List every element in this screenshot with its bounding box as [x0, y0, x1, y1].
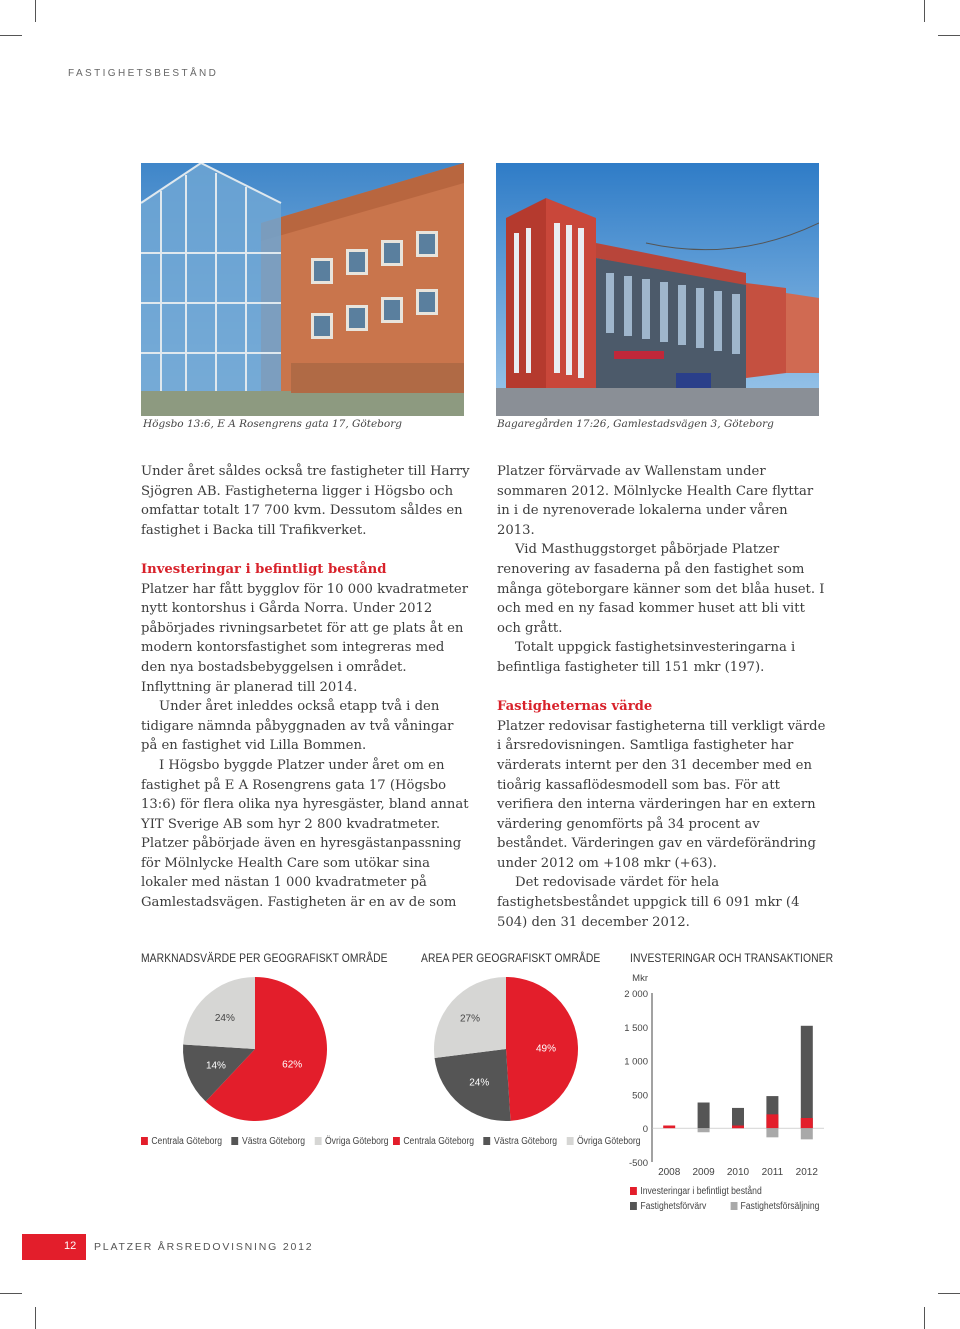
y-tick-label: 0 — [642, 1124, 648, 1136]
right-column — [497, 462, 827, 932]
section-label: FASTIGHETSBESTÅND — [68, 68, 219, 79]
y-tick-label: 500 — [632, 1090, 648, 1102]
legend-swatch-sales — [730, 1202, 737, 1210]
legend-swatch-central — [141, 1137, 148, 1145]
paragraph: Platzer har fått bygglov för 10 000 kvadratmeter nytt kontorshus i Gårda Norra. Under 2012 påbörjades rivningsarbetet för att ge plats åt en modern kontorsfastighet som integreras med den nya bostadsbebyggelsen i området. Inflyttning är planerad till 2014. — [141, 581, 469, 695]
pie-chart-market-value — [180, 974, 330, 1124]
x-tick-label: 2011 — [761, 1167, 784, 1178]
bar-investment — [732, 1125, 744, 1128]
y-tick-label: 2 000 — [624, 989, 648, 1000]
paragraph: Platzer förvärvade av Wallenstam under sommaren 2012. Mölnlycke Health Care flyttar in i de nyrenoverade lokalerna under våren 2013. — [497, 464, 814, 538]
legend-label-west: Västra Göteborg — [241, 1136, 306, 1147]
legend-swatch-investments — [630, 1187, 637, 1195]
crop-mark — [938, 35, 960, 36]
pie-slice-label: 14% — [205, 1060, 226, 1072]
x-tick-label: 2008 — [658, 1167, 681, 1178]
photo-caption-right: Bagaregården 17:26, Gamlestadsvägen 3, Göteborg — [497, 418, 774, 430]
pie-slice-label: 24% — [469, 1077, 490, 1089]
photo-bagaregarden-illustration — [496, 163, 819, 416]
legend-label-other: Övriga Göteborg — [324, 1136, 389, 1147]
legend-label-sales: Fastighetsförsäljning — [740, 1201, 820, 1212]
heading-investments: Investeringar i befintligt bestånd — [141, 561, 387, 577]
bar-acquisition — [698, 1103, 710, 1129]
crop-mark — [924, 1307, 925, 1329]
pie-slice-label: 27% — [459, 1013, 481, 1025]
legend-label-central: Centrala Göteborg — [403, 1136, 475, 1147]
bar-sale — [766, 1128, 778, 1137]
chart-title-investments: INVESTERINGAR OCH TRANSAKTIONER — [630, 951, 834, 965]
paragraph: Vid Masthuggstorget påbörjade Platzer renovering av fasaderna på den fastighet som många göteborgare känner som det blåa huset. I och med en ny fasad kommer huset att bli vitt och grått. — [497, 542, 825, 636]
crop-mark — [35, 0, 36, 22]
legend-swatch-other — [567, 1137, 574, 1145]
crop-mark — [924, 0, 925, 22]
legend-swatch-other — [315, 1137, 322, 1145]
paragraph: Under året inleddes också etapp två i den tidigare nämnda påbyggnaden av två våningar på en fastighet vid Lilla Bommen. — [141, 699, 454, 754]
legend-swatch-acquisitions — [630, 1202, 637, 1210]
page-number: 12 — [64, 1240, 77, 1252]
bar-investment — [766, 1114, 778, 1128]
pie-chart-area — [431, 974, 581, 1124]
y-axis-label: Mkr — [632, 973, 648, 984]
bar-sale — [698, 1128, 710, 1132]
paragraph: Totalt uppgick fastighetsinvesteringarna i befintliga fastigheter till 151 mkr (197). — [497, 640, 796, 675]
legend-label-west: Västra Göteborg — [493, 1136, 558, 1147]
pie-legend-market-value — [141, 1136, 389, 1147]
pie-slice-label: 49% — [535, 1043, 556, 1055]
photo-bagaregarden — [496, 163, 819, 416]
legend-label-acquisitions: Fastighetsförvärv — [640, 1201, 707, 1212]
paragraph: Det redovisade värdet för hela fastighetsbeståndet uppgick till 6 091 mkr (4 504) den 31 december 2012. — [497, 875, 800, 930]
legend-label-investments: Investeringar i befintligt bestånd — [640, 1186, 762, 1197]
pie-slice-label: 62% — [282, 1059, 303, 1071]
paragraph: Platzer redovisar fastigheterna till verkligt värde i årsredovisningen. Samtliga fastigheter har värderats internt per den 31 december med en tioårig kassaflödesmodell som bas. För att verifiera den interna värderingen har en extern värdering genomförts på 34 procent av beståndet. Värderingen gav en värdeförändring under 2012 om +108 mkr (+63). — [497, 718, 826, 871]
bar-legend — [630, 1186, 762, 1197]
left-column — [141, 462, 471, 913]
bar-acquisition — [801, 1026, 813, 1128]
pie-slice-label: 24% — [214, 1012, 235, 1024]
photo-caption-left: Högsbo 13:6, E A Rosengrens gata 17, Göteborg — [143, 418, 402, 430]
bar-acquisition — [732, 1108, 744, 1128]
crop-mark — [0, 35, 22, 36]
bar-chart-investments — [600, 965, 830, 1180]
photo-hogsbo — [141, 163, 464, 416]
legend-label-other: Övriga Göteborg — [576, 1136, 641, 1147]
legend-swatch-west — [484, 1137, 491, 1145]
crop-mark — [938, 1293, 960, 1294]
bar-investment — [663, 1125, 675, 1128]
bar-investment — [801, 1118, 813, 1128]
footer-title: PLATZER ÅRSREDOVISNING 2012 — [94, 1241, 314, 1253]
x-tick-label: 2012 — [795, 1167, 818, 1178]
paragraph: I Högsbo byggde Platzer under året om en fastighet på E A Rosengrens gata 17 (Högsbo 13:6) för flera olika nya hyresgäster, bland annat YIT Sverige AB som hyr 2 800 kvadratmeter. Platzer påbörjade även en hyresgästanpassning för Mölnlycke Health Care som utökar sina lokaler med nästan 1 000 kvadratmeter på Gamlestadsvägen. Fastigheten är en av de som — [141, 757, 469, 911]
bar-legend — [630, 1201, 819, 1212]
bar-sale — [801, 1128, 813, 1139]
chart-title-area: AREA PER GEOGRAFISKT OMRÅDE — [421, 951, 601, 965]
legend-label-central: Centrala Göteborg — [151, 1136, 223, 1147]
crop-mark — [0, 1293, 22, 1294]
legend-swatch-central — [393, 1137, 400, 1145]
heading-property-values: Fastigheternas värde — [497, 699, 653, 715]
chart-title-market-value: MARKNADSVÄRDE PER GEOGRAFISKT OMRÅDE — [141, 951, 388, 965]
photo-hogsbo-illustration — [141, 163, 464, 416]
y-tick-label: 1 500 — [624, 1022, 648, 1034]
legend-swatch-west — [232, 1137, 239, 1145]
paragraph: Under året såldes också tre fastigheter till Harry Sjögren AB. Fastigheterna ligger i Högsbo och omfattar totalt 17 700 kvm. Dessutom såldes en fastighet i Backa till Trafikverket. — [141, 464, 470, 538]
crop-mark — [35, 1307, 36, 1329]
y-tick-label: 1 000 — [624, 1056, 648, 1068]
y-tick-label: -500 — [628, 1158, 648, 1169]
x-tick-label: 2009 — [692, 1167, 715, 1178]
page-number-box — [22, 1234, 86, 1260]
x-tick-label: 2010 — [726, 1167, 750, 1178]
